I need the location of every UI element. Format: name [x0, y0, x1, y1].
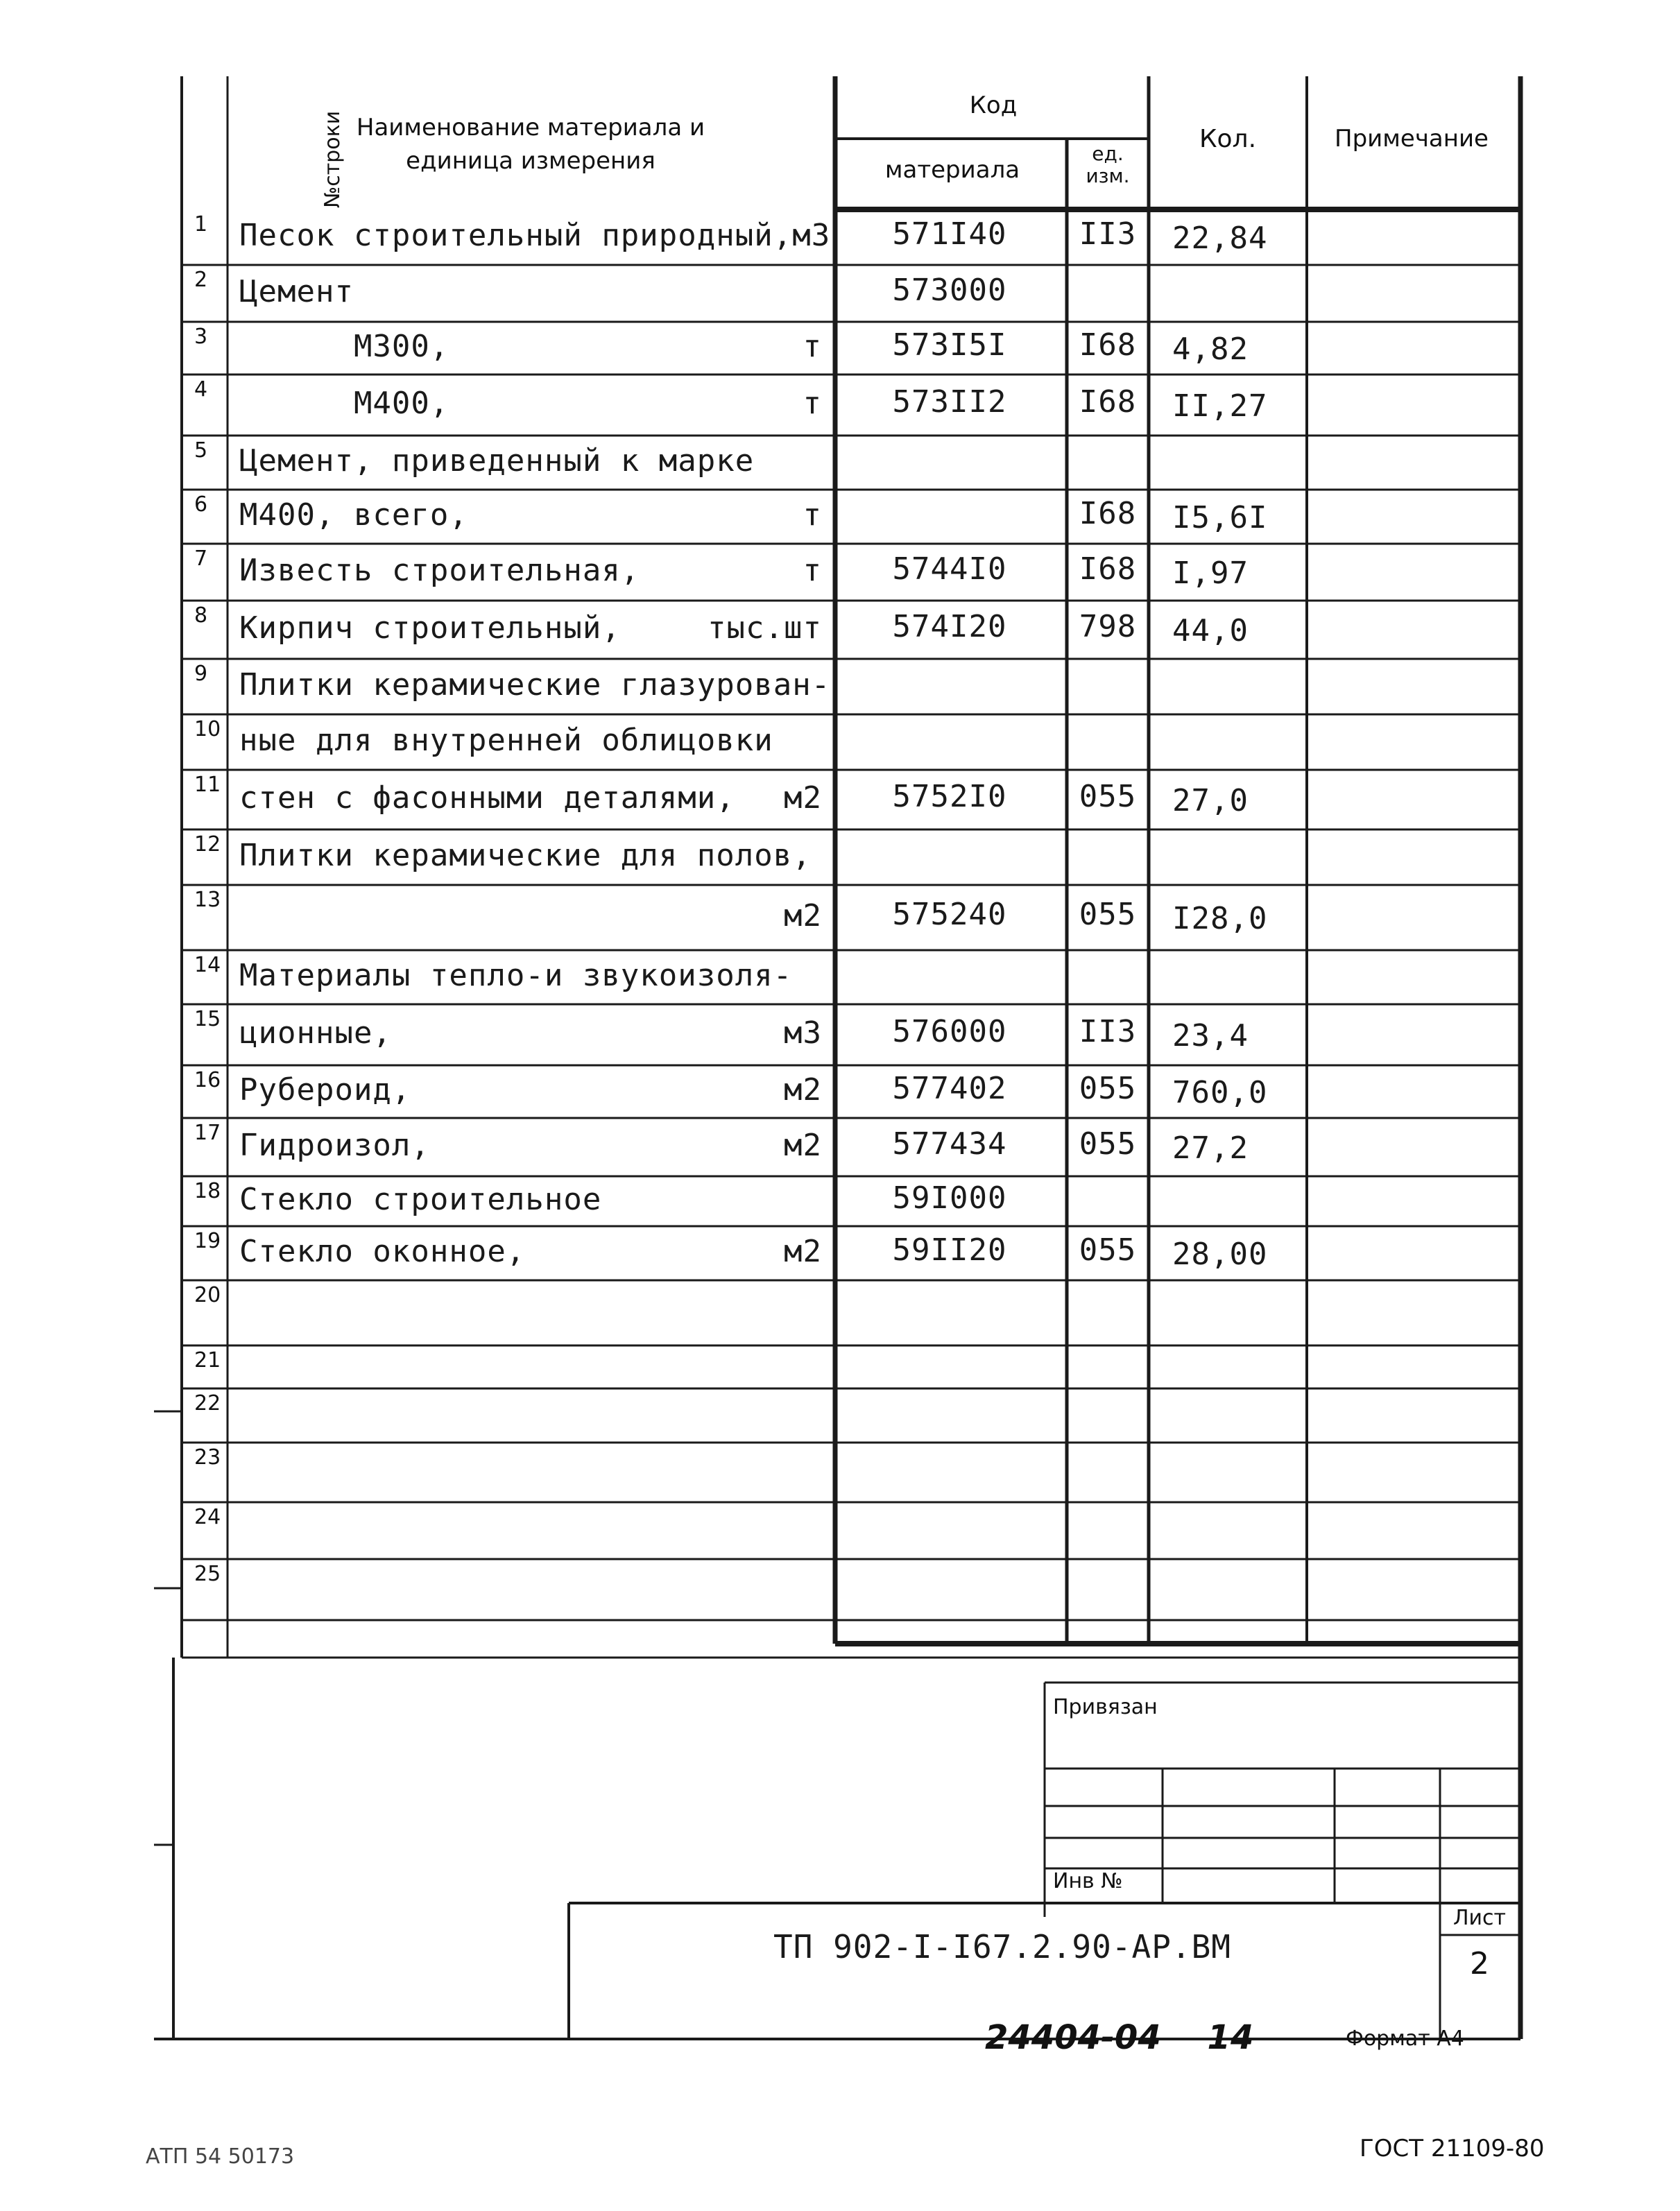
row-number: 23 — [194, 1445, 221, 1470]
quantity: 23,4 — [1172, 1018, 1249, 1053]
sheet-label: Лист — [1452, 1906, 1507, 1930]
unit-code: II3 — [1079, 216, 1137, 252]
unit-code: 055 — [1079, 1232, 1137, 1268]
material-code: 574I20 — [892, 609, 1007, 644]
quantity: I28,0 — [1172, 901, 1268, 936]
material-unit-label: т — [803, 329, 822, 364]
material-code: 573II2 — [892, 384, 1007, 420]
unit-code: I68 — [1079, 384, 1137, 420]
material-code: 575240 — [892, 897, 1007, 932]
material-name: Стекло оконное, — [239, 1234, 526, 1269]
row-number: 16 — [194, 1068, 221, 1092]
unit-code: 798 — [1079, 609, 1137, 644]
unit-code: I68 — [1079, 496, 1137, 531]
material-unit-label: м3 — [784, 1015, 822, 1051]
unit-code: II3 — [1079, 1014, 1137, 1049]
unit-code: I68 — [1079, 551, 1137, 587]
unit-header — [1067, 143, 1149, 187]
quantity: 44,0 — [1172, 613, 1249, 648]
material-name: Цемент — [239, 274, 354, 309]
unit-header-line2: изм. — [1086, 164, 1130, 187]
row-number: 17 — [194, 1121, 221, 1145]
row-number: 13 — [194, 888, 221, 912]
material-code: 5744I0 — [892, 551, 1007, 587]
material-unit-label: м2 — [784, 1072, 822, 1108]
material-code: 59I000 — [892, 1180, 1007, 1216]
row-number: 20 — [194, 1283, 221, 1307]
row-number: 9 — [194, 662, 208, 686]
material-name: Рубероид, — [239, 1072, 411, 1108]
unit-code: 055 — [1079, 1071, 1137, 1106]
code-header: Код — [969, 92, 1018, 119]
material-unit-label: м2 — [784, 1234, 822, 1269]
material-code: 5752I0 — [892, 779, 1007, 814]
material-unit-label: т — [803, 553, 822, 588]
code-material-header: материала — [884, 156, 1020, 184]
row-number: 24 — [194, 1505, 221, 1529]
row-number: 7 — [194, 547, 208, 571]
material-code: 571I40 — [892, 216, 1007, 252]
privyazan-label: Привязан — [1053, 1695, 1158, 1719]
format-label: Формат А4 — [1346, 2027, 1464, 2051]
material-code: 576000 — [892, 1014, 1007, 1049]
name-header-line2: единица измерения — [406, 147, 655, 175]
row-number-header-text: №строки — [320, 110, 345, 208]
row-number: 15 — [194, 1007, 221, 1031]
unit-code: 055 — [1079, 897, 1137, 932]
material-name: ционные, — [239, 1015, 392, 1051]
print-code: АТП 54 50173 — [146, 2144, 295, 2169]
material-name: Гидроизол, — [239, 1128, 430, 1163]
qty-header: Кол. — [1199, 125, 1257, 153]
material-name: Плитки керамические для полов, — [239, 838, 812, 873]
row-number: 10 — [194, 717, 221, 741]
row-number: 22 — [194, 1391, 221, 1416]
material-code: 59II20 — [892, 1232, 1007, 1268]
material-name: Плитки керамические глазурован- — [239, 667, 831, 703]
row-number: 11 — [194, 773, 221, 797]
material-name: Песок строительный природный,м3 — [239, 218, 831, 253]
row-number: 4 — [194, 377, 208, 402]
row-number: 5 — [194, 438, 208, 463]
quantity: I,97 — [1172, 556, 1249, 591]
material-unit-label: т — [803, 497, 822, 533]
row-number: 14 — [194, 953, 221, 977]
row-number: 18 — [194, 1179, 221, 1203]
unit-header-line1: ед. — [1092, 142, 1124, 165]
quantity: 27,0 — [1172, 783, 1249, 818]
material-code: 577402 — [892, 1071, 1007, 1106]
row-number: 2 — [194, 268, 208, 292]
sheet-number: 2 — [1470, 1946, 1489, 1981]
name-header-line1: Наименование материала и — [356, 114, 705, 141]
unit-code: I68 — [1079, 327, 1137, 363]
material-unit-label: м2 — [784, 780, 822, 816]
unit-code: 055 — [1079, 1126, 1137, 1162]
quantity: 760,0 — [1172, 1075, 1268, 1110]
material-code: 573000 — [892, 273, 1007, 308]
material-name: стен с фасонными деталями, — [239, 780, 735, 816]
document-code: ТП 902-I-I67.2.90-АР.ВМ — [773, 1928, 1231, 1965]
row-number: 25 — [194, 1562, 221, 1586]
material-name: М300, — [239, 329, 449, 364]
unit-code: 055 — [1079, 779, 1137, 814]
material-unit-label: м2 — [784, 1128, 822, 1163]
material-name: Стекло строительное — [239, 1182, 602, 1217]
material-name: М400, — [239, 386, 449, 421]
quantity: I5,6I — [1172, 500, 1268, 535]
quantity: 22,84 — [1172, 221, 1268, 256]
inv-no-label: Инв № — [1053, 1869, 1123, 1893]
row-number: 1 — [194, 212, 208, 236]
quantity: 4,82 — [1172, 332, 1249, 367]
material-name: Кирпич строительный, — [239, 610, 621, 646]
material-unit-label: тыс.шт — [708, 610, 822, 646]
material-name: М400, всего, — [239, 497, 468, 533]
material-unit-label: т — [803, 386, 822, 421]
row-number: 3 — [194, 325, 208, 349]
material-name: Материалы тепло-и звукоизоля- — [239, 958, 793, 993]
row-number: 6 — [194, 492, 208, 517]
name-header — [229, 111, 832, 178]
handwritten-number: 24404-04 14 — [985, 2018, 1254, 2057]
row-number: 12 — [194, 832, 221, 857]
material-name: Цемент, приведенный к марке — [239, 443, 755, 479]
row-number: 21 — [194, 1348, 221, 1373]
row-number: 8 — [194, 603, 208, 628]
quantity: 27,2 — [1172, 1130, 1249, 1166]
material-code: 573I5I — [892, 327, 1007, 363]
material-name: ные для внутренней облицовки — [239, 723, 773, 758]
material-code: 577434 — [892, 1126, 1007, 1162]
quantity: 28,00 — [1172, 1237, 1268, 1272]
quantity: II,27 — [1172, 388, 1268, 424]
note-header: Примечание — [1335, 125, 1489, 153]
material-unit-label: м2 — [784, 898, 822, 934]
gost-label: ГОСТ 21109-80 — [1360, 2135, 1545, 2162]
material-name: Известь строительная, — [239, 553, 640, 588]
row-number: 19 — [194, 1229, 221, 1253]
